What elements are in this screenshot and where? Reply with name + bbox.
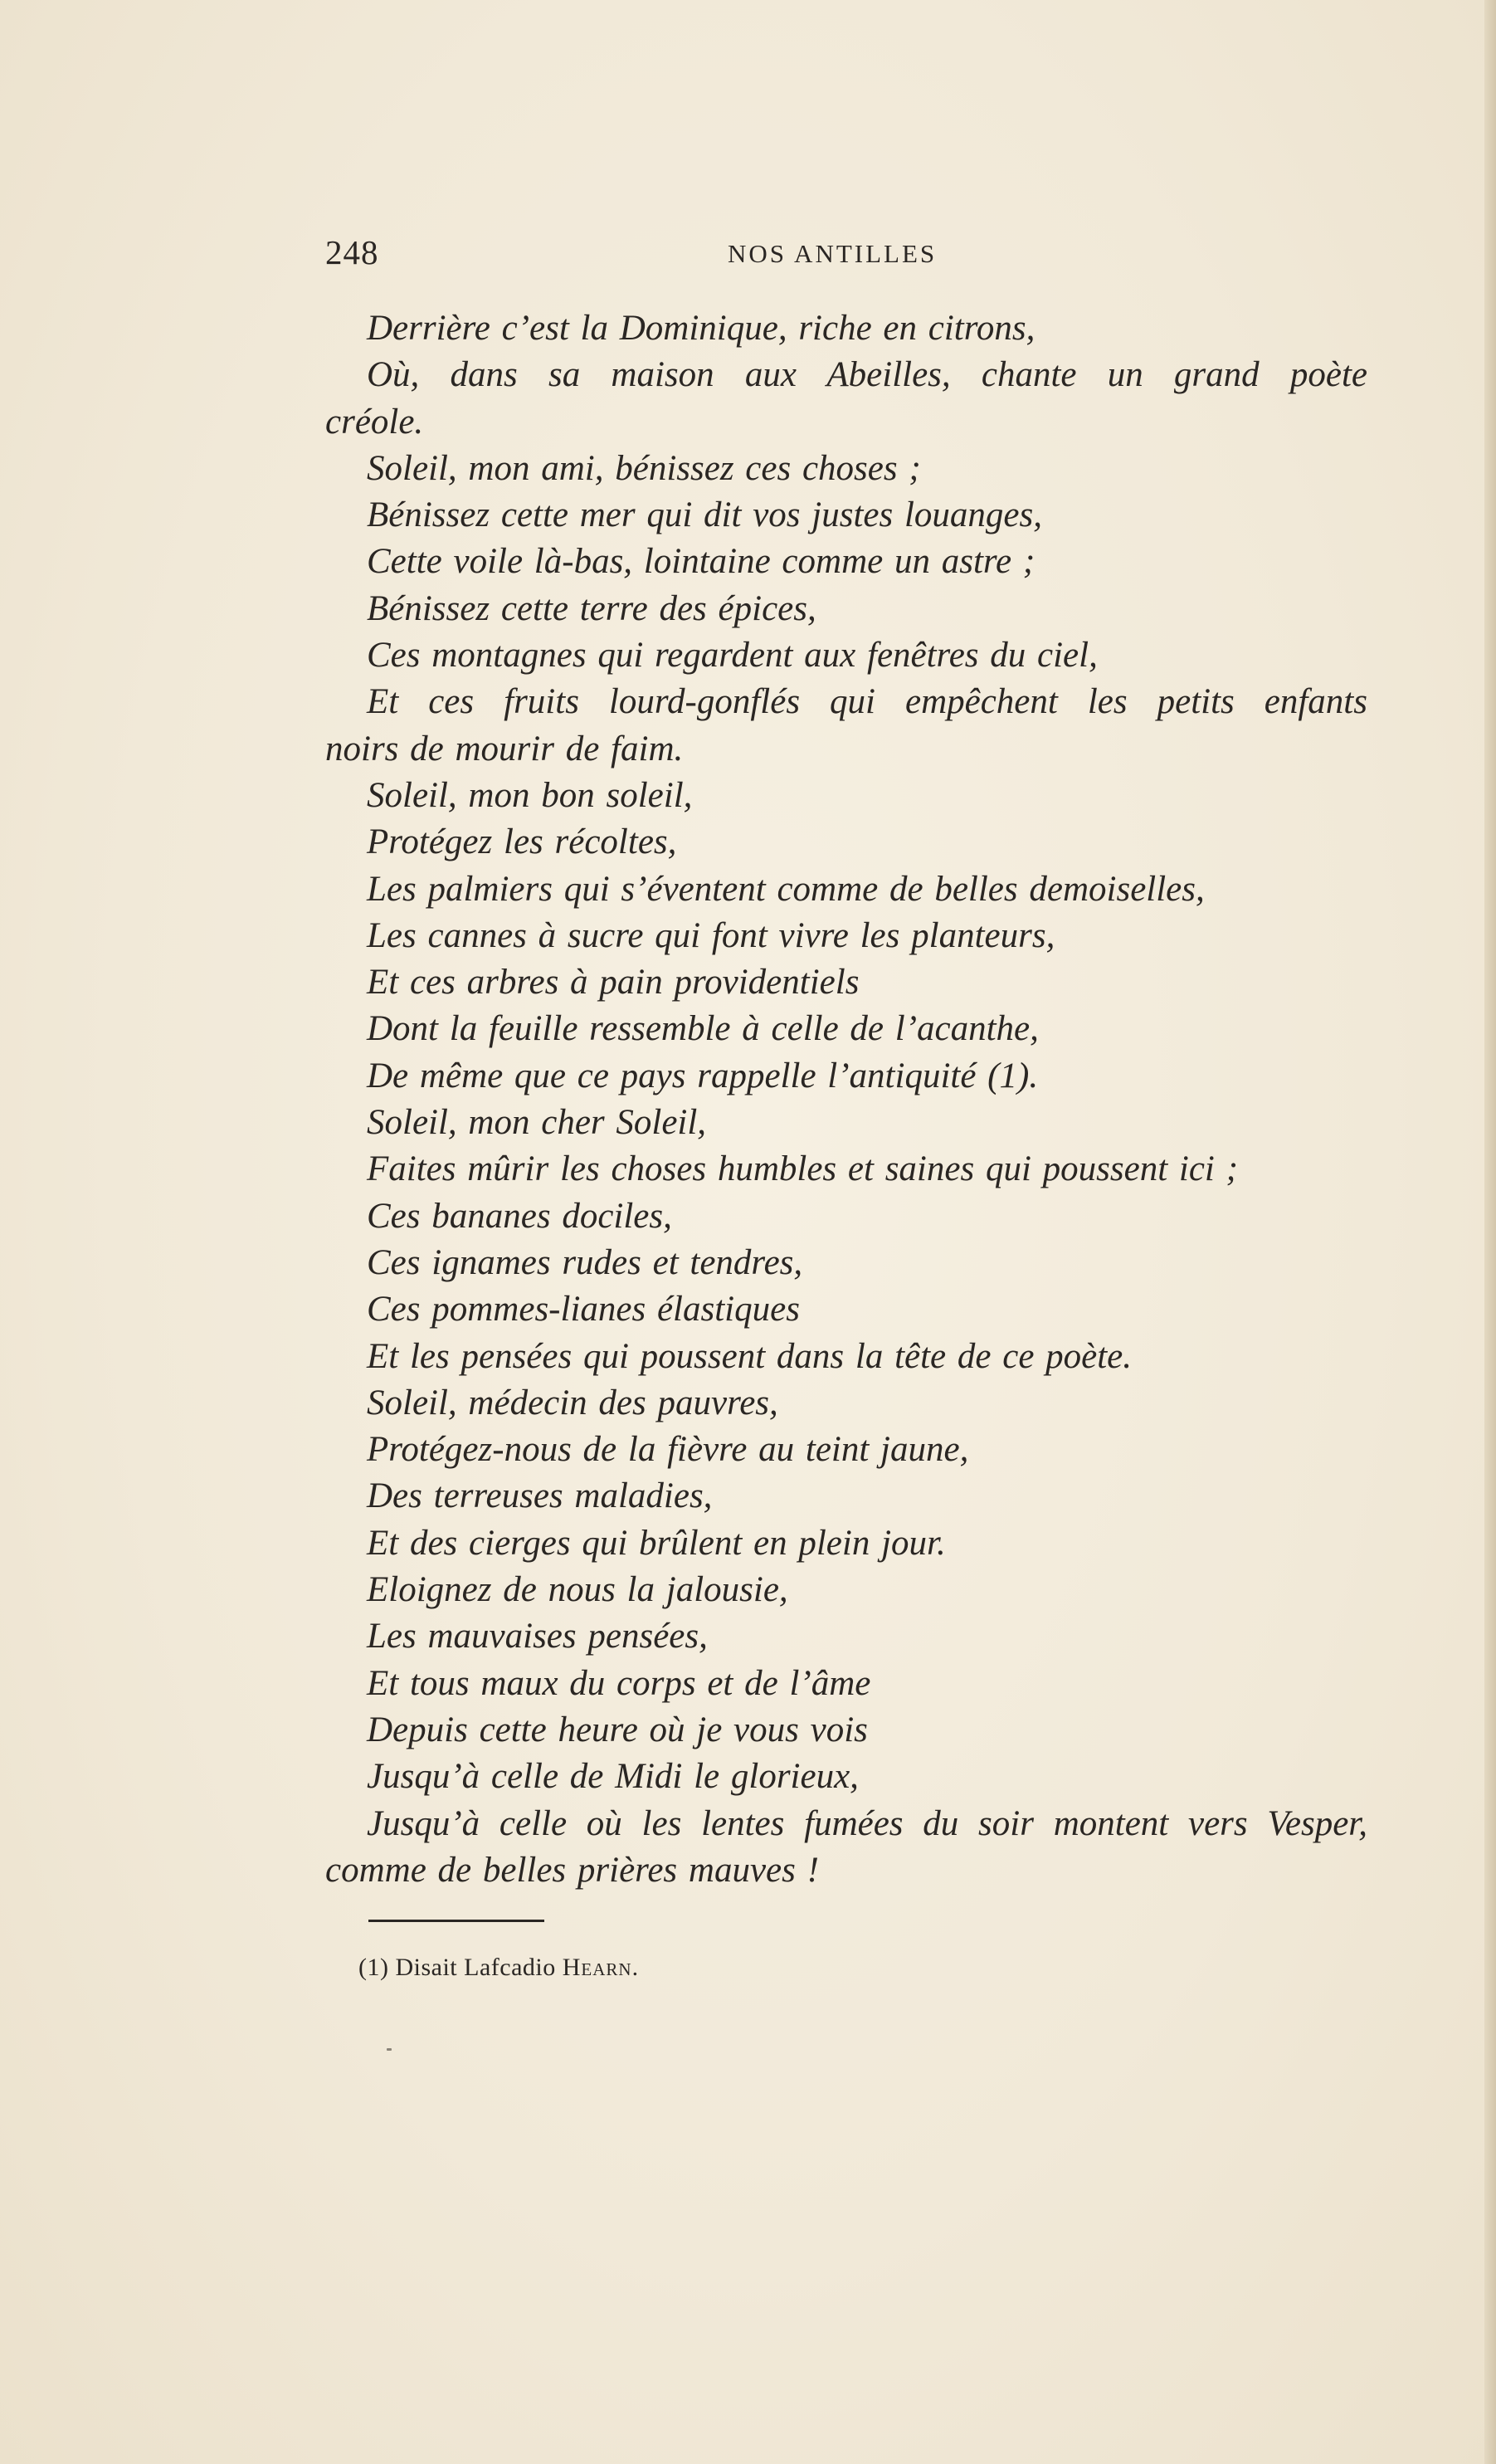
running-head [325, 232, 1362, 274]
footnote [358, 1954, 639, 1982]
poem-line: Faites mûrir les choses humbles et saines qui poussent ici ; [367, 1149, 1238, 1189]
poem-line: Où, dans sa maison aux Abeilles, chante un grand poète [367, 355, 1367, 395]
poem-line: Ces bananes dociles, [367, 1196, 672, 1236]
poem-line: Ces montagnes qui regardent aux fenêtres du ciel, [367, 636, 1098, 676]
poem-line: De même que ce pays rappelle l’antiquité (1). [367, 1056, 1039, 1095]
poem-line: Soleil, mon bon soleil, [367, 775, 693, 815]
poem-line: Les cannes à sucre qui font vivre les planteurs, [367, 915, 1055, 955]
poem-line: Cette voile là-bas, lointaine comme un astre ; [367, 542, 1036, 582]
poem-line: Eloignez de nous la jalousie, [367, 1570, 788, 1610]
poem-line: Soleil, mon cher Soleil, [367, 1103, 707, 1143]
poem-line: Soleil, mon ami, bénissez ces choses ; [367, 448, 921, 488]
poem-line: Dont la feuille ressemble à celle de l’acanthe, [367, 1009, 1039, 1049]
running-title: NOS ANTILLES [728, 239, 938, 268]
poem-line: Depuis cette heure où je vous vois [367, 1710, 868, 1749]
poem-line: Ces ignames rudes et tendres, [367, 1242, 803, 1282]
poem-line: Bénissez cette mer qui dit vos justes louanges, [367, 495, 1042, 535]
poem-line: Protégez-nous de la fièvre au teint jaune, [367, 1430, 969, 1470]
poem-line: Et les pensées qui poussent dans la tête de ce poète. [367, 1336, 1133, 1376]
poem-line: Et ces arbres à pain providentiels [367, 963, 860, 1003]
poem [325, 305, 1367, 1894]
poem-line: Jusqu’à celle où les lentes fumées du soir montent vers Vesper, [367, 1803, 1367, 1843]
poem-line: Bénissez cette terre des épices, [367, 588, 816, 628]
poem-line: Des terreuses maladies, [367, 1476, 713, 1516]
page-number: 248 [325, 233, 379, 271]
poem-line: Les palmiers qui s’éventent comme de belles demoiselles, [367, 869, 1205, 909]
poem-line: Ces pommes-lianes élastiques [367, 1290, 800, 1330]
poem-line: noirs de mourir de faim. [325, 729, 684, 768]
paper-speck [387, 2048, 392, 2051]
footnote-rule [368, 1920, 544, 1922]
footnote-author: Hearn. [562, 1954, 640, 1981]
poem-line: Jusqu’à celle de Midi le glorieux, [367, 1757, 859, 1797]
poem-line: Derrière c’est la Dominique, riche en citrons, [367, 309, 1036, 348]
poem-line: Protégez les récoltes, [367, 822, 677, 862]
poem-line: comme de belles prières mauves ! [325, 1850, 819, 1890]
poem-line: Et ces fruits lourd-gonflés qui empêchent les petits enfants [367, 682, 1367, 722]
footnote-marker: (1) [358, 1954, 389, 1981]
poem-line: Soleil, médecin des pauvres, [367, 1383, 778, 1422]
poem-line: créole. [325, 402, 424, 442]
poem-line: Et tous maux du corps et de l’âme [367, 1663, 871, 1703]
page-edge [1484, 0, 1496, 2464]
footnote-text: Disait Lafcadio [395, 1954, 556, 1981]
poem-line: Et des cierges qui brûlent en plein jour. [367, 1523, 946, 1563]
poem-line: Les mauvaises pensées, [367, 1617, 708, 1656]
